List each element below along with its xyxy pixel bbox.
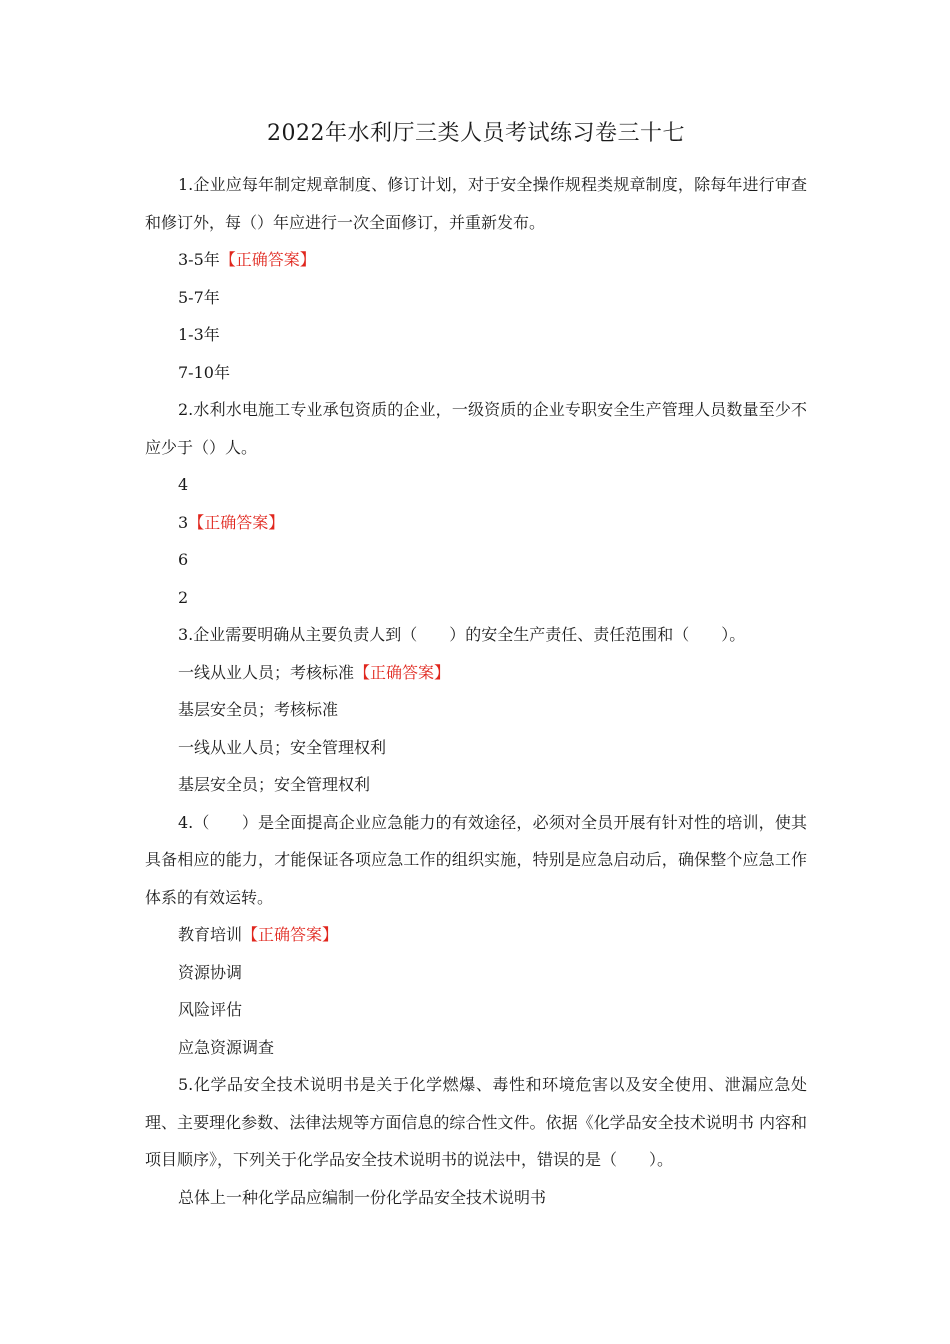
question-1-option-2: 5-7年 (178, 287, 220, 307)
question-5-option-1: 总体上一种化学品应编制一份化学品安全技术说明书 (178, 1187, 547, 1207)
question-2-option-1: 4 (178, 475, 189, 494)
question-2-option-4: 2 (178, 587, 189, 607)
question-4-option-2: 资源协调 (178, 962, 243, 982)
question-5-text: 5.化学品安全技术说明书是关于化学燃爆、毒性和环境危害以及安全使用、泄漏应急处理、主要理化参数、法律法规等方面信息的综合性文件。依据《化学品安全技术说明书 内容和项目顺序》，下列关于化学品安全技术说明书的说法中，错误的是（ ）。 (145, 1075, 807, 1169)
question-1-option-4: 7-10年 (178, 362, 230, 382)
correct-answer-marker: 【正确答案】 (219, 250, 316, 269)
question-4-option-1 (145, 916, 807, 954)
question-4-option-3: 风险评估 (178, 1000, 243, 1019)
question-1-option-1 (145, 241, 807, 279)
question-2-option-3: 6 (178, 550, 189, 569)
question-3-option-1 (145, 654, 807, 692)
correct-answer-marker: 【正确答案】 (354, 662, 451, 682)
question-list (145, 166, 807, 1216)
question-1-option-3: 1-3年 (178, 325, 220, 344)
question-3-option-2: 基层安全员；考核标准 (178, 700, 339, 719)
question-4-text: 4.（ ）是全面提高企业应急能力的有效途径，必须对全员开展有针对性的培训，使其具备相应的能力，才能保证各项应急工作的组织实施，特别是应急启动后，确保整个应急工作体系的有效运转。 (145, 812, 807, 907)
option-text: 3 (178, 512, 189, 532)
correct-answer-marker: 【正确答案】 (188, 512, 285, 532)
document-title: 2022年水利厅三类人员考试练习卷三十七 (267, 121, 685, 146)
question-2-text: 2.水利水电施工专业承包资质的企业，一级资质的企业专职安全生产管理人员数量至少不应少于（）人。 (145, 400, 807, 457)
option-text: 教育培训 (178, 925, 243, 944)
question-3-option-3: 一线从业人员；安全管理权利 (178, 737, 387, 757)
question-2-option-2 (145, 504, 807, 542)
correct-answer-marker: 【正确答案】 (242, 925, 339, 944)
question-4-option-4: 应急资源调查 (178, 1037, 275, 1057)
question-3-text: 3.企业需要明确从主要负责人到（ ）的安全生产责任、责任范围和（ ）。 (178, 625, 746, 644)
option-text: 3-5年 (178, 250, 220, 269)
option-text: 一线从业人员；考核标准 (178, 662, 355, 682)
question-3-option-4: 基层安全员；安全管理权利 (178, 775, 371, 794)
question-1-text: 1.企业应每年制定规章制度、修订计划，对于安全操作规程类规章制度，除每年进行审查和修订外，每（）年应进行一次全面修订，并重新发布。 (145, 175, 807, 232)
